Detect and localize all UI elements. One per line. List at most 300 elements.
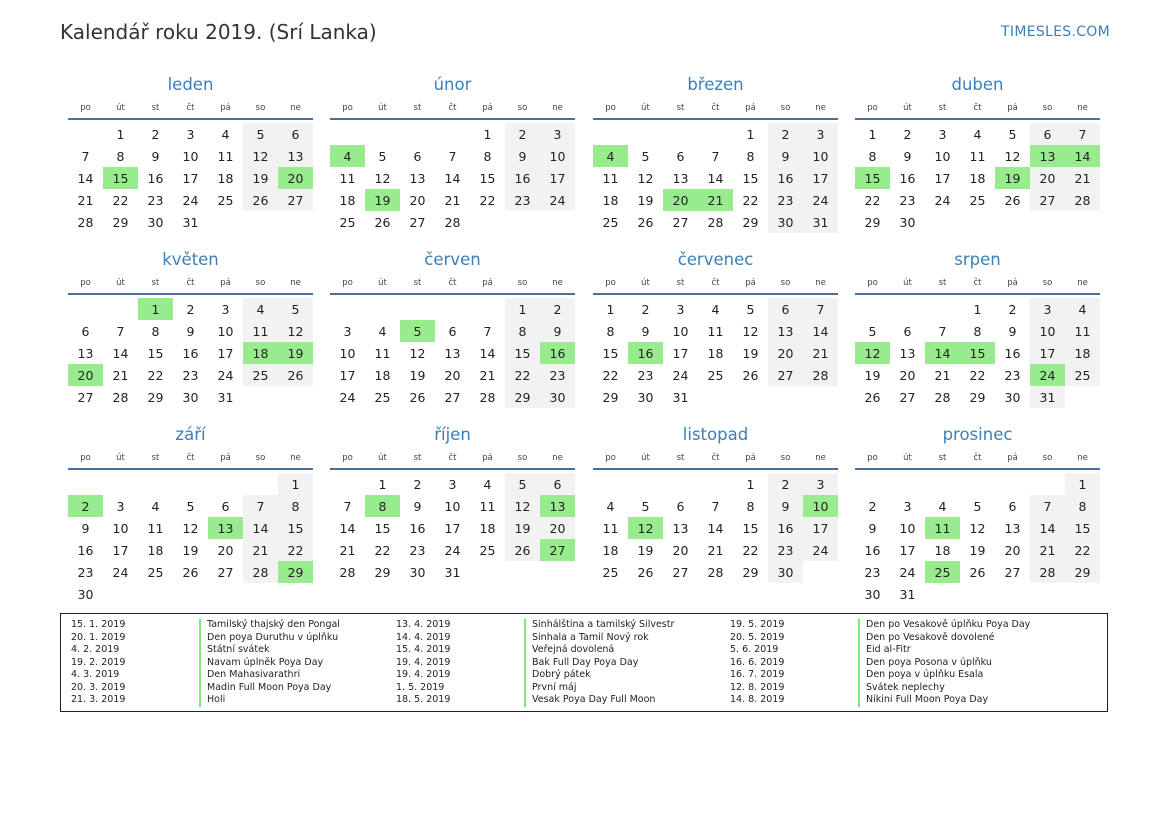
day-cell: 27 [672, 564, 689, 580]
holiday-name: Vesak Poya Day Full Moon [524, 694, 655, 707]
day-cell: 27 [1004, 564, 1021, 580]
day-cell: 2 [186, 301, 195, 317]
empty-cell [960, 211, 995, 233]
day-cell: 28 [77, 214, 94, 230]
weekday-label: út [641, 103, 650, 113]
day-cell: 12 [374, 170, 391, 186]
weekday-label: ne [1077, 453, 1088, 463]
day-cell: 30 [768, 211, 803, 233]
day-cell: 19 [995, 167, 1030, 189]
holiday-name: Den poya Duruthu v úplňku [199, 632, 338, 645]
holiday-name: Den po Vesakově dovolené [858, 632, 995, 645]
weekday-label: ne [290, 278, 301, 288]
day-cell: 1 [606, 301, 615, 317]
month-name: červenec [677, 250, 754, 269]
day-cell: 8 [365, 495, 400, 517]
day-cell: 3 [903, 498, 912, 514]
day-cell: 16 [77, 542, 94, 558]
day-cell: 1 [505, 298, 540, 320]
day-cell: 24 [217, 367, 234, 383]
day-cell: 29 [112, 214, 129, 230]
day-cell: 13 [444, 345, 461, 361]
day-cell: 30 [1004, 389, 1021, 405]
day-cell: 7 [711, 498, 720, 514]
day-cell: 16 [628, 342, 663, 364]
day-cell: 6 [278, 123, 313, 145]
legend-row [730, 657, 1030, 670]
holiday-name: Madin Full Moon Poya Day [199, 682, 331, 695]
day-cell: 11 [479, 498, 496, 514]
day-cell: 22 [742, 542, 759, 558]
day-cell: 13 [672, 170, 689, 186]
weekday-header [593, 448, 838, 470]
weekday-label: so [1042, 103, 1053, 113]
day-cell: 6 [676, 148, 685, 164]
day-cell: 24 [672, 367, 689, 383]
empty-cell [803, 386, 838, 408]
day-cell: 22 [742, 192, 759, 208]
day-cell: 15 [1065, 517, 1100, 539]
day-cell: 16 [540, 342, 575, 364]
weekday-label: st [151, 103, 160, 113]
holiday-name: První máj [524, 682, 577, 695]
day-cell: 18 [243, 342, 278, 364]
day-cell: 5 [641, 498, 650, 514]
day-cell: 20 [540, 517, 575, 539]
day-cell: 12 [182, 520, 199, 536]
weekday-header [330, 98, 575, 120]
day-cell: 12 [637, 170, 654, 186]
day-cell: 29 [969, 389, 986, 405]
day-cell: 14 [1030, 517, 1065, 539]
day-cell: 30 [147, 214, 164, 230]
weekday-label: st [413, 103, 422, 113]
day-cell: 6 [676, 498, 685, 514]
weekday-label: út [116, 103, 125, 113]
day-cell: 11 [969, 148, 986, 164]
day-cell: 25 [217, 192, 234, 208]
weekday-label: po [605, 453, 616, 463]
empty-cell [435, 298, 470, 320]
day-cell: 27 [540, 539, 575, 561]
day-cell: 16 [899, 170, 916, 186]
weekday-label: ne [552, 278, 563, 288]
empty-cell [278, 583, 313, 605]
day-cell: 15 [374, 520, 391, 536]
day-cell: 6 [768, 298, 803, 320]
month-name: říjen [434, 425, 471, 444]
empty-cell [1065, 386, 1100, 408]
day-cell: 25 [243, 364, 278, 386]
day-cell: 9 [413, 498, 422, 514]
empty-cell [278, 211, 313, 233]
holiday-date: 5. 6. 2019 [730, 644, 779, 655]
empty-cell [663, 123, 698, 145]
weekday-label: út [116, 278, 125, 288]
day-cell: 10 [339, 345, 356, 361]
weekday-label: po [80, 453, 91, 463]
day-cell: 5 [973, 498, 982, 514]
day-cell: 11 [339, 170, 356, 186]
weekday-label: st [676, 278, 685, 288]
day-cell: 14 [707, 520, 724, 536]
day-cell: 7 [711, 148, 720, 164]
legend-row [730, 669, 1030, 682]
day-cell: 10 [672, 323, 689, 339]
day-cell: 29 [1065, 561, 1100, 583]
day-cell: 28 [707, 214, 724, 230]
holiday-name: Svátek neplechy [858, 682, 945, 695]
day-cell: 5 [243, 123, 278, 145]
legend-row [396, 669, 696, 682]
day-cell: 5 [186, 498, 195, 514]
day-cell: 4 [938, 498, 947, 514]
day-cell: 30 [182, 389, 199, 405]
day-cell: 15 [103, 167, 138, 189]
month-name: červen [424, 250, 481, 269]
day-cell: 7 [116, 323, 125, 339]
day-cell: 5 [1008, 126, 1017, 142]
day-cell: 28 [934, 389, 951, 405]
day-cell: 15 [602, 345, 619, 361]
day-cell: 31 [182, 214, 199, 230]
weekday-label: pá [220, 103, 231, 113]
weekday-label: čt [186, 453, 195, 463]
empty-cell [995, 473, 1030, 495]
day-cell: 24 [339, 389, 356, 405]
day-cell: 11 [374, 345, 391, 361]
day-grid [855, 298, 1100, 408]
day-cell: 2 [68, 495, 103, 517]
empty-cell [470, 561, 505, 583]
weekday-label: pá [482, 103, 493, 113]
day-cell: 25 [602, 564, 619, 580]
weekday-label: čt [711, 103, 720, 113]
empty-cell [68, 298, 103, 320]
weekday-label: čt [448, 278, 457, 288]
day-grid [593, 123, 838, 233]
weekday-label: út [641, 453, 650, 463]
day-cell: 5 [641, 148, 650, 164]
day-cell: 20 [672, 542, 689, 558]
holiday-name: Den poya v úplňku Esala [858, 669, 983, 682]
day-cell: 12 [505, 495, 540, 517]
holiday-name: Dobrý pátek [524, 669, 591, 682]
day-cell: 22 [969, 367, 986, 383]
legend-row [396, 619, 696, 632]
weekday-header [855, 273, 1100, 295]
empty-cell [330, 473, 365, 495]
day-cell: 2 [768, 473, 803, 495]
empty-cell [103, 298, 138, 320]
day-cell: 13 [768, 320, 803, 342]
day-cell: 12 [855, 342, 890, 364]
day-cell: 25 [602, 214, 619, 230]
weekday-label: út [903, 103, 912, 113]
empty-cell [960, 583, 995, 605]
day-cell: 11 [707, 323, 724, 339]
weekday-label: ne [1077, 278, 1088, 288]
day-cell: 18 [969, 170, 986, 186]
legend-row [396, 694, 696, 707]
day-cell: 26 [505, 539, 540, 561]
weekday-label: út [378, 103, 387, 113]
day-cell: 28 [444, 214, 461, 230]
day-cell: 17 [934, 170, 951, 186]
day-cell: 7 [1030, 495, 1065, 517]
empty-cell [593, 123, 628, 145]
day-grid [330, 123, 575, 233]
holiday-name: Sinhala a Tamil Nový rok [524, 632, 649, 645]
page-title: Kalendář roku 2019. (Srí Lanka) [60, 20, 377, 44]
day-cell: 4 [330, 145, 365, 167]
legend-row [396, 657, 696, 670]
day-cell: 11 [1065, 320, 1100, 342]
day-cell: 9 [81, 520, 90, 536]
day-cell: 29 [864, 214, 881, 230]
day-cell: 4 [973, 126, 982, 142]
holiday-date: 20. 1. 2019 [71, 631, 126, 643]
empty-cell [890, 473, 925, 495]
day-cell: 8 [278, 495, 313, 517]
weekday-label: ne [552, 103, 563, 113]
empty-cell [1030, 211, 1065, 233]
empty-cell [890, 298, 925, 320]
empty-cell [628, 123, 663, 145]
day-cell: 9 [768, 145, 803, 167]
day-cell: 22 [479, 192, 496, 208]
empty-cell [925, 211, 960, 233]
weekday-label: čt [711, 278, 720, 288]
weekday-label: st [938, 278, 947, 288]
day-cell: 6 [81, 323, 90, 339]
weekday-header [68, 273, 313, 295]
brand-link[interactable]: TIMESLES.COM [1001, 24, 1110, 40]
day-cell: 3 [343, 323, 352, 339]
holiday-name: Sinhálština a tamilský Silvestr [524, 619, 674, 632]
day-cell: 4 [606, 498, 615, 514]
day-cell: 31 [1030, 386, 1065, 408]
day-cell: 13 [1004, 520, 1021, 536]
weekday-header [593, 98, 838, 120]
holiday-name: Den po Vesakově úplňku Poya Day [858, 619, 1030, 632]
weekday-label: st [413, 453, 422, 463]
day-cell: 11 [602, 170, 619, 186]
day-cell: 11 [217, 148, 234, 164]
day-cell: 6 [1008, 498, 1017, 514]
weekday-label: pá [482, 278, 493, 288]
weekday-label: so [780, 278, 791, 288]
empty-cell [768, 386, 803, 408]
empty-cell [103, 583, 138, 605]
holiday-date: 4. 3. 2019 [71, 669, 120, 680]
day-cell: 24 [112, 564, 129, 580]
day-cell: 22 [374, 542, 391, 558]
weekday-label: pá [220, 278, 231, 288]
day-cell: 21 [698, 189, 733, 211]
day-cell: 15 [278, 517, 313, 539]
empty-cell [365, 123, 400, 145]
day-cell: 18 [339, 192, 356, 208]
weekday-header [593, 273, 838, 295]
day-cell: 31 [444, 564, 461, 580]
weekday-label: so [1042, 453, 1053, 463]
day-cell: 9 [1008, 323, 1017, 339]
weekday-label: st [413, 278, 422, 288]
day-cell: 3 [221, 301, 230, 317]
day-cell: 3 [1030, 298, 1065, 320]
day-cell: 11 [925, 517, 960, 539]
day-grid [68, 123, 313, 233]
month-name: březen [687, 75, 744, 94]
day-cell: 29 [505, 386, 540, 408]
day-cell: 18 [934, 542, 951, 558]
day-cell: 19 [969, 542, 986, 558]
day-cell: 19 [365, 189, 400, 211]
day-cell: 25 [969, 192, 986, 208]
day-cell: 8 [606, 323, 615, 339]
day-cell: 26 [864, 389, 881, 405]
day-cell: 10 [934, 148, 951, 164]
day-cell: 3 [803, 123, 838, 145]
empty-cell [68, 473, 103, 495]
day-cell: 15 [147, 345, 164, 361]
day-cell: 20 [768, 342, 803, 364]
day-cell: 5 [278, 298, 313, 320]
day-cell: 7 [938, 323, 947, 339]
day-cell: 1 [1065, 473, 1100, 495]
day-cell: 15 [505, 342, 540, 364]
day-cell: 26 [637, 564, 654, 580]
day-cell: 20 [663, 189, 698, 211]
day-cell: 16 [864, 542, 881, 558]
weekday-header [68, 98, 313, 120]
holiday-name: Navam úplněk Poya Day [199, 657, 323, 670]
day-cell: 15 [742, 170, 759, 186]
day-cell: 19 [278, 342, 313, 364]
day-cell: 9 [151, 148, 160, 164]
day-cell: 24 [182, 192, 199, 208]
day-cell: 7 [448, 148, 457, 164]
day-grid [330, 473, 575, 583]
legend-row [730, 694, 1030, 707]
day-cell: 31 [803, 211, 838, 233]
legend-row [71, 619, 371, 632]
day-cell: 6 [221, 498, 230, 514]
empty-cell [243, 583, 278, 605]
day-cell: 28 [1030, 561, 1065, 583]
day-cell: 2 [868, 498, 877, 514]
day-cell: 2 [540, 298, 575, 320]
holiday-date: 19. 4. 2019 [396, 669, 451, 680]
day-cell: 16 [1004, 345, 1021, 361]
day-cell: 1 [278, 473, 313, 495]
empty-cell [365, 298, 400, 320]
day-cell: 4 [711, 301, 720, 317]
day-cell: 28 [707, 564, 724, 580]
empty-cell [138, 583, 173, 605]
day-cell: 30 [77, 586, 94, 602]
weekday-label: st [938, 453, 947, 463]
holiday-date: 20. 3. 2019 [71, 681, 126, 693]
day-cell: 3 [116, 498, 125, 514]
day-cell: 17 [182, 170, 199, 186]
weekday-label: pá [745, 453, 756, 463]
day-grid [68, 298, 313, 408]
day-cell: 14 [77, 170, 94, 186]
day-cell: 17 [803, 167, 838, 189]
weekday-label: so [255, 453, 266, 463]
day-cell: 14 [339, 520, 356, 536]
day-cell: 29 [278, 561, 313, 583]
day-cell: 10 [803, 495, 838, 517]
day-cell: 21 [934, 367, 951, 383]
empty-cell [208, 473, 243, 495]
weekday-label: ne [815, 453, 826, 463]
weekday-label: út [903, 278, 912, 288]
day-cell: 26 [182, 564, 199, 580]
month-block [593, 74, 838, 233]
day-cell: 5 [505, 473, 540, 495]
day-cell: 8 [746, 498, 755, 514]
day-cell: 3 [803, 473, 838, 495]
empty-cell [855, 473, 890, 495]
empty-cell [925, 473, 960, 495]
day-cell: 19 [637, 192, 654, 208]
day-cell: 8 [151, 323, 160, 339]
legend-row [730, 682, 1030, 695]
day-cell: 10 [540, 145, 575, 167]
day-cell: 15 [479, 170, 496, 186]
day-cell: 11 [243, 320, 278, 342]
day-cell: 1 [138, 298, 173, 320]
day-grid [330, 298, 575, 408]
day-cell: 22 [1065, 539, 1100, 561]
day-cell: 2 [413, 476, 422, 492]
empty-cell [470, 211, 505, 233]
day-cell: 12 [628, 517, 663, 539]
day-cell: 14 [707, 170, 724, 186]
holiday-date: 19. 4. 2019 [396, 656, 451, 668]
day-cell: 6 [1030, 123, 1065, 145]
weekday-label: čt [186, 278, 195, 288]
day-cell: 27 [278, 189, 313, 211]
weekday-label: st [151, 278, 160, 288]
day-cell: 23 [899, 192, 916, 208]
month-block [593, 249, 838, 408]
weekday-header [330, 273, 575, 295]
day-cell: 24 [540, 189, 575, 211]
empty-cell [278, 386, 313, 408]
weekday-label: pá [745, 103, 756, 113]
empty-cell [173, 583, 208, 605]
day-cell: 18 [1065, 342, 1100, 364]
day-cell: 7 [81, 148, 90, 164]
day-cell: 2 [505, 123, 540, 145]
day-cell: 28 [803, 364, 838, 386]
day-cell: 21 [243, 539, 278, 561]
day-cell: 19 [243, 167, 278, 189]
day-cell: 20 [1030, 167, 1065, 189]
empty-cell [243, 473, 278, 495]
legend-row [71, 632, 371, 645]
day-cell: 3 [676, 301, 685, 317]
day-cell: 15 [742, 520, 759, 536]
weekday-label: út [641, 278, 650, 288]
legend-column [71, 619, 371, 707]
holiday-date: 1. 5. 2019 [396, 681, 445, 693]
day-cell: 30 [540, 386, 575, 408]
